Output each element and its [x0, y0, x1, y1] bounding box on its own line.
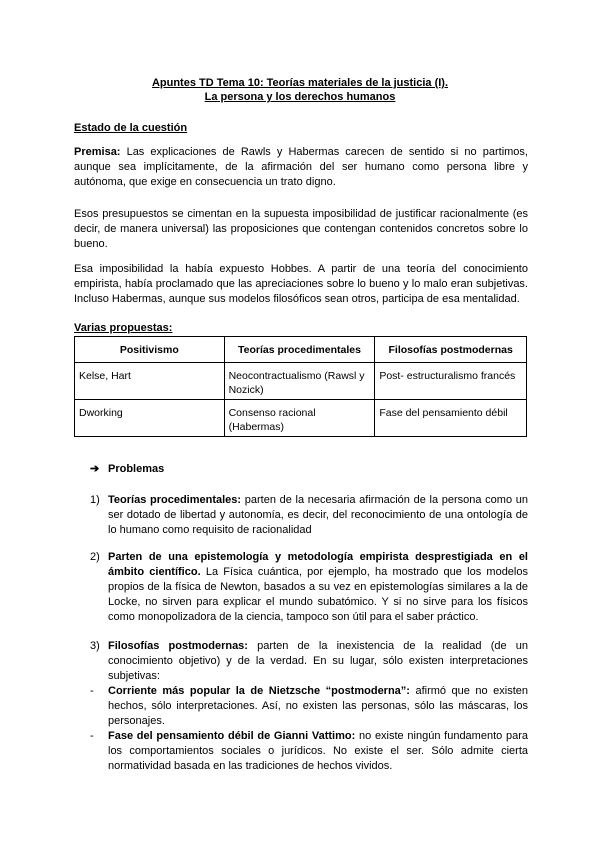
proposals-table — [74, 336, 527, 437]
premise-text: Las explicaciones de Rawls y Habermas carecen de sentido si no partimos, aunque sea implícitamente, de la afirmación del ser humano como persona libre y autónoma, que exige en consecuencia un trato digno. — [74, 146, 528, 188]
list-item-text: La Física cuántica, por ejemplo, ha mostrado que los modelos propios de la física de Newton, basados a su vez en epistemologías similares a la de Locke, no sirven para explicar el mundo subatómico. Y si no sirve para los físicos como monopolizadora de la ciencia, tampoco son útil para el saber práctico. — [108, 566, 528, 623]
arrow-right-icon: ➔ — [90, 463, 100, 475]
table-header-cell: Filosofías postmodernas — [375, 337, 527, 363]
table-header-row — [75, 337, 527, 363]
dash-mark: - — [90, 685, 94, 697]
table-header-cell: Teorías procedimentales — [224, 337, 375, 363]
list-item-title: Parten de una epistemología y metodología empirista desprestigiada en el ámbito científico. — [108, 551, 528, 578]
problems-bullet — [90, 462, 164, 477]
table-cell: Consenso racional (Habermas) — [224, 400, 375, 437]
list-item — [90, 639, 528, 684]
list-item — [90, 493, 528, 538]
table-cell: Fase del pensamiento débil — [375, 400, 527, 437]
list-number: 3) — [90, 640, 100, 652]
list-item-title: Teorías procedimentales: — [108, 494, 242, 506]
premise-label: Premisa: — [74, 146, 121, 158]
dash-item-title: Fase del pensamiento débil de Gianni Vattimo: — [108, 730, 356, 742]
table-cell: Dworking — [75, 400, 225, 437]
table-cell: Post- estructuralismo francés — [375, 363, 527, 400]
table-cell: Neocontractualismo (Rawsl y Nozick) — [224, 363, 375, 400]
dash-item-title: Corriente más popular la de Nietzsche “postmoderna”: — [108, 685, 410, 697]
table-header-cell: Positivismo — [75, 337, 225, 363]
table-row — [75, 400, 527, 437]
list-item — [90, 550, 528, 625]
proposals-heading: Varias propuestas: — [74, 322, 173, 334]
dash-item — [90, 684, 528, 729]
list-item-title: Filosofías postmodernas: — [108, 640, 248, 652]
table-row — [75, 363, 527, 400]
document-title-line-2: La persona y los derechos humanos — [204, 91, 396, 103]
section-heading: Estado de la cuestión — [74, 122, 188, 134]
table-cell: Kelse, Hart — [75, 363, 225, 400]
list-number: 2) — [90, 551, 100, 563]
problems-label: Problemas — [108, 463, 165, 475]
list-item-text: parten de la necesaria afirmación de la persona como un ser dotado de libertad y autonomía, es decir, del reconocimiento de una ontología de lo humano como requisito de racionalidad — [108, 494, 528, 536]
dash-item-text: afirmó que no existen hechos, sólo interpretaciones. Así, no existen las personas, sólo las máscaras, los personajes. — [108, 685, 528, 727]
dash-mark: - — [90, 730, 94, 742]
hobbes-paragraph: Esa imposibilidad la había expuesto Hobbes. A partir de una teoría del conocimiento empirista, había proclamado que las apreciaciones sobre lo bueno y lo malo eran subjetivas. Incluso Habermas, aunque sus modelos filosóficos sean otros, participa de esa mentalidad. — [74, 263, 528, 305]
premise-paragraph — [74, 145, 528, 190]
assumptions-paragraph: Esos presupuestos se cimentan en la supuesta imposibilidad de justificar racionalmente (es decir, de manera universal) las proposiciones que contengan contenidos concretos sobre lo bueno. — [74, 208, 528, 250]
list-item-text: parten de la inexistencia de la realidad (de un conocimiento objetivo) y de la verdad. En su lugar, sólo existen interpretaciones subjetivas: — [108, 640, 528, 682]
dash-item — [90, 729, 528, 774]
dash-item-text: no existe ningún fundamento para los comportamientos sociales o jurídicos. No existe el ser. Sólo admite cierta normatividad basada en las tradiciones de hechos vividos. — [108, 730, 528, 772]
list-number: 1) — [90, 494, 100, 506]
document-title-line-1: Apuntes TD Tema 10: Teorías materiales de la justicia (I). — [151, 77, 449, 89]
